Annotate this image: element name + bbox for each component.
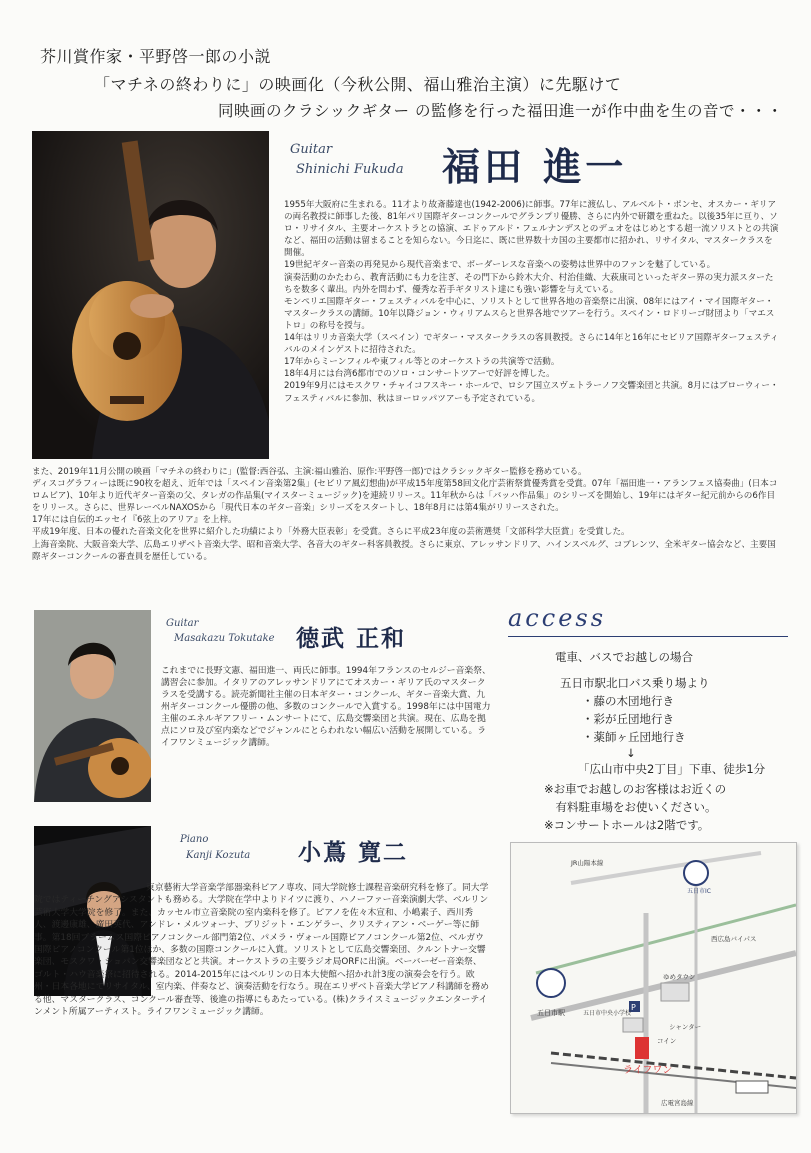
fukuda-bio-p3: 演奏活動のかたわら、教育活動にも力を注ぎ、その門下から鈴木大介、村治佳織、大萩康司といったギター界の実力派スターたちを数多く輩出。内外を問わず、優秀な若手ギタリスト達にも強い影響を与えている。 <box>284 272 774 295</box>
map-label-station: 五日市駅 <box>537 1009 565 1017</box>
down-arrow: ↓ <box>626 746 636 760</box>
guitarist-2-illustration <box>34 610 151 802</box>
tokutake-photo <box>34 610 151 802</box>
map-label-coin: コイン <box>657 1037 677 1045</box>
route-3: ・薬師ヶ丘団地行き <box>582 730 686 744</box>
tokutake-role: Guitar <box>166 618 199 629</box>
fukuda-bio-p7: 18年4月には台湾6都市でのソロ・コンサートツアーで好評を博した。 <box>284 369 555 380</box>
map-svg <box>511 843 796 1113</box>
header-line-1: 芥川賞作家・平野啓一郎の小説 <box>40 47 272 66</box>
fukuda-bio2-p5: 上海音楽院、大阪音楽大学、広島エリザベト音楽大学、昭和音楽大学、各音大のギター科客員教授。さらに東京、アレッサンドリア、ハインスベルグ、コブレンツ、全米ギター協会など、主要国際ギターコンクールの審査員を歴任している。 <box>32 539 776 562</box>
fukuda-bio-p6: 17年からミーンフィルや東フィル等とのオーケストラの共演等で活動。 <box>284 357 560 368</box>
fukuda-role: Guitar <box>290 142 333 157</box>
kozuta-bio: 東京藝術大学音楽学部器楽科ピアノ専攻、同大学院修士課程音楽研究科を修了。同大学院ではティーチングアシスタントも務める。大学院在学中よりドイツに渡り、ハノーファー音楽演劇大学、ベルリン芸術大学大学院を修了。また、カッセル市立音楽院の室内楽科を修了。ピアノを佐々木宣和、小嶋素子、西川秀人、渡邊康雄、廣田英代、アンドレ・メルツォーナ、ブリジット・エンゲラー、クリスティアン・ベーゲー等に師事。第18回ブラームス国際ピアノコンクール部門第2位、パメラ・ヴォール国際ピアノコンクール第2位、ベルガウ国際ピアノコンクール第1位ほか、多数の国際コンクールに入賞。ソリストとして広島交響楽団、クルントナー交響楽団、モスクワ・ショパン交響楽団などと共演。オーケストラの主要ラジオ局ORFに出演。ベーバーゼー音楽祭、ゴルト・ハウ音楽祭に招待される。2014-2015年にはベルリンの日本大使館へ招かれ計3度の演奏会を行う。欧州・日本各地にてリサイタル、室内楽、伴奏など、演奏活動を行なう。現在エリザベト音楽大学ピアノ科講師を務める他、マスタークラス、コンクール審査等、後進の指導にもあたっている。(株)クライスミュージックエンターテインメント所属アーティスト。ライフワンミュージック講師。 <box>34 883 490 1018</box>
tokutake-name-en: Masakazu Tokutake <box>174 633 275 644</box>
route-1: ・藤の木団地行き <box>582 694 674 708</box>
fukuda-instrument-label <box>290 140 404 180</box>
kozuta-name-jp: 小蔦 寛二 <box>298 839 409 866</box>
lifeone-marker <box>635 1037 649 1059</box>
fukuda-bio2-p3: 17年には自伝的エッセイ『6弦上のアリア』を上梓。 <box>32 515 237 526</box>
fukuda-bio-p4: モンペリエ国際ギター・フェスティバルを中心に、ソリストとして世界各地の音楽祭に出演、08年にはアイ・マイ国際ギター・マスタークラスの講師。10年以降ジョン・ウィリアムスらと世界各地でツアーを行う。スペイン・ロドリーゴ財団より「マエストロ」の称号を授与。 <box>284 296 775 331</box>
header-line-2: 「マチネの終わりに」の映画化（今秋公開、福山雅治主演）に先駆けて <box>94 75 622 94</box>
kozuta-instrument-label <box>180 832 250 864</box>
note-2: 有料駐車場をお使いください。 <box>544 800 717 814</box>
map-label-rail: 広電宮島線 <box>661 1099 694 1107</box>
fukuda-bio-p5: 14年はリリカ音楽大学（スペイン）でギター・マスタークラスの客員教授。さらに14年と16年にセビリア国際ギターフェスティバルのメインゲストに招待された。 <box>284 333 779 356</box>
fukuda-bio-p2: 19世紀ギター音楽の再発見から現代音楽まで、ボーダーレスな音楽への姿勢は世界中のファンを魅了している。 <box>284 260 716 271</box>
map-label-school: 五日市中央小学校 <box>583 1010 632 1017</box>
fukuda-bio2-p4: 平成19年度、日本の優れた音楽文化を世界に紹介した功績により「外務大臣表彰」を受賞。さらに平成23年度の芸術選奨「文部科学大臣賞」を受賞した。 <box>32 527 630 538</box>
fukuda-bio-continued <box>32 466 780 596</box>
access-map[interactable] <box>510 842 797 1114</box>
fukuda-bio2-p1: また、2019年11月公開の映画「マチネの終わりに」(監督:西谷弘、主演:福山雅治、原作:平野啓一郎)ではクラシックギター監修を務めている。 <box>32 467 587 477</box>
tokutake-instrument-label <box>166 616 275 646</box>
jr-station-marker <box>736 1081 768 1093</box>
access-title: access <box>508 604 607 632</box>
station-marker <box>537 969 565 997</box>
access-subtitle: 電車、バスでお越しの場合 <box>555 650 693 664</box>
school-block <box>623 1018 643 1032</box>
fukuda-bio2-p2: ディスコグラフィーは既に90枚を超え、近年では「スペイン音楽第2集」(セビリア風幻想曲)が平成15年度第58回文化庁芸術祭賞優秀賞を受賞。07年「福田進一・アランフェス協奏曲」(日本コロムビア)、10年より近代ギター音楽の父、タレガの作品集(マイスターミュージック)を連続リリース。11年秋からは「バッハ作品集」のシリーズを開始し、19年にはギター紀元前からの6作目をリリース。さらに、世界レーベルNAXOSから「現代日本のギター音楽」シリーズをスタートし、18年8月には第4集がリリースされた。 <box>32 479 778 514</box>
route-2: ・彩が丘団地行き <box>582 712 674 726</box>
map-label-jr: JR山陽本線 <box>571 859 604 867</box>
map-label-shop: ライフワン <box>623 1065 673 1076</box>
map-label-route2: 西広島バイパス <box>711 935 757 943</box>
bus-stop: 「広山市中央2丁目」下車、徒歩1分 <box>578 762 766 776</box>
map-label-cent: シャンター <box>669 1023 702 1031</box>
kozuta-role: Piano <box>180 834 209 845</box>
note-1: ※お車でお越しのお客様はお近くの <box>544 782 727 796</box>
ring-marker <box>684 861 708 885</box>
access-bus-intro: 五日市駅北口バス乗り場より <box>560 676 710 690</box>
map-label-yume: ゆめタウン <box>663 973 696 981</box>
guitarist-illustration <box>32 131 269 459</box>
fukuda-bio-p1: 1955年大阪府に生まれる。11才より故斎藤達也(1942-2006)に師事。77年に渡仏し、アルベルト・ポンセ、オスカー・ギリアの両名教授に師事した後、81年パリ国際ギターコンクールでグランプリ優勝、さらに内外で研鑽を重ねた。以後35年に亘り、ソロ・リサイタル、主要オーケストラとの協演、エドゥアルド・フェルナンデスとのデュオをはじめとする超一流ソリストとの共演など、福田の活動は留まることを知らない。今日迄に、既に世界数十カ国の主要都市に招かれ、リサイタル、マスタークラスを開催。 <box>284 200 779 259</box>
fukuda-photo <box>32 131 269 459</box>
fukuda-name-en: Shinichi Fukuda <box>296 162 404 177</box>
header-line-3: 同映画のクラシックギター の監修を行った福田進一が作中曲を生の音で・・・ <box>218 102 783 120</box>
fukuda-bio-p8: 2019年9月にはモスクワ・チャイコフスキー・ホールで、ロシア国立スヴェトラーノフ交響楽団と共演。8月にはブローウィー・フェスティバルに参加、秋はヨーロッパツアーも予定されている。 <box>284 381 779 404</box>
access-rule <box>508 636 788 637</box>
kozuta-name-en: Kanji Kozuta <box>186 850 251 861</box>
map-label-parking: P <box>631 1003 636 1012</box>
note-3: ※コンサートホールは2階です。 <box>544 818 710 832</box>
tokutake-name-jp: 徳武 正和 <box>296 625 407 652</box>
tokutake-bio: これまでに長野文憲、福田進一、両氏に師事。1994年フランスのセルジー音楽祭、講習会に参加。イタリアのアレッサンドリアにてオスカー・ギリア氏のマスタークラスを受講する。読売新聞社主催の日本ギター・コンクール、ギター音楽大賞、九州ギターコンクール優勝の他、多数のコンクールで入賞する。1998年には中国電力主催のエネルギアフリー・ムンサートにて、広島交響楽団と共演。現在、広島を拠点にソロ及び室内楽などでジャンルにとらわれない幅広い活動を展開している。ライフワンミュージック講師。 <box>161 666 491 748</box>
fukuda-name-jp: 福田 進一 <box>442 144 628 189</box>
yume-block <box>661 983 689 1001</box>
map-label-ring: 五日市IC <box>687 888 711 895</box>
fukuda-bio <box>284 199 780 462</box>
